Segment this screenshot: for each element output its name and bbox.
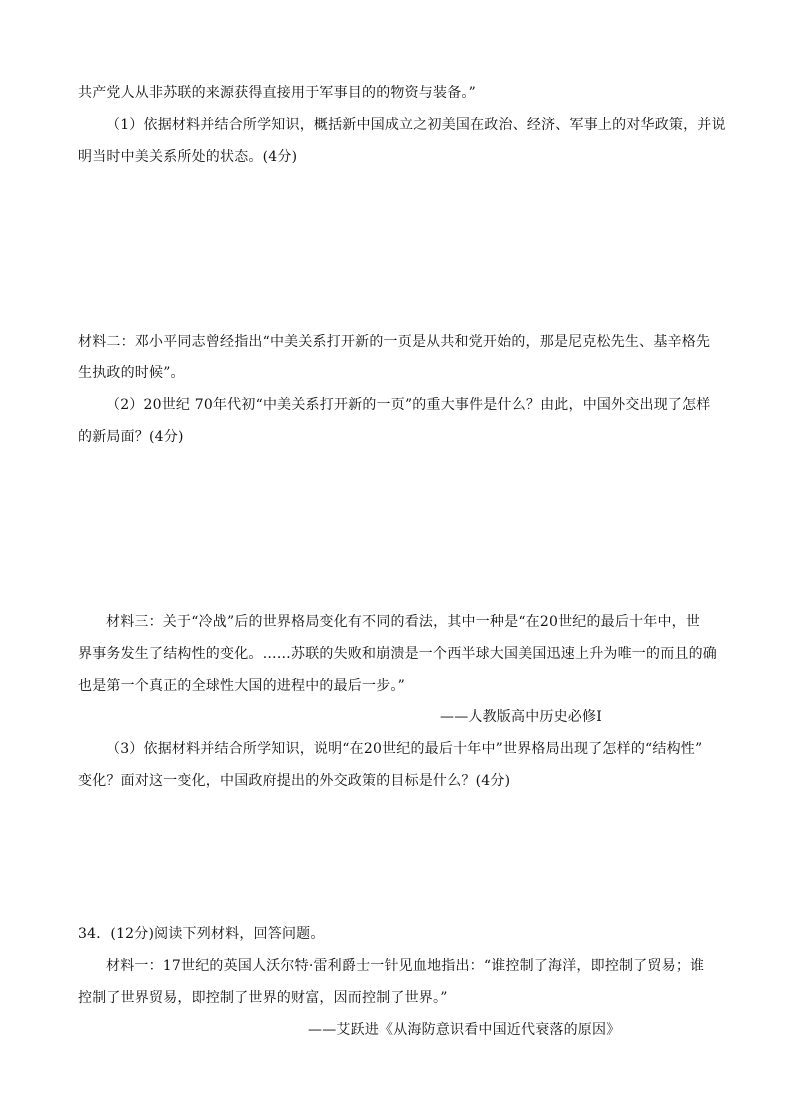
q34-material-1-source: ——艾跃进《从海防意识看中国近代衰落的原因》 xyxy=(308,1022,621,1038)
material-3-source: ——人教版高中历史必修Ⅰ xyxy=(440,709,602,725)
q34-material-1-line-2: 控制了世界贸易，即控制了世界的财富，因而控制了世界。” xyxy=(78,990,448,1006)
material-1-end-line: 共产党人从非苏联的来源获得直接用于军事目的的物资与装备。” xyxy=(78,85,476,101)
material-3-line-2: 界事务发生了结构性的变化。……苏联的失败和崩溃是一个西半球大国美国迅速上升为唯一的而且的确 xyxy=(78,646,717,662)
question-2-line-1: （2）20世纪 70年代初“中美关系打开新的一页”的重大事件是什么？由此，中国外交出现了怎样 xyxy=(106,397,711,413)
question-3-line-1: （3）依据材料并结合所学知识，说明“在20世纪的最后十年中”世界格局出现了怎样的“结构性” xyxy=(106,741,703,757)
material-3-line-3: 也是第一个真正的全球性大国的进程中的最后一步。” xyxy=(78,678,405,694)
material-3-line-1: 材料三：关于“冷战”后的世界格局变化有不同的看法，其中一种是“在20世纪的最后十年中，世 xyxy=(106,614,701,630)
question-2-line-2: 的新局面？(4分) xyxy=(78,429,184,445)
question-3-line-2: 变化？面对这一变化，中国政府提出的外交政策的目标是什么？(4分) xyxy=(78,773,511,789)
q34-material-1-line-1: 材料一：17世纪的英国人沃尔特·雷利爵士一针见血地指出：“谁控制了海洋，即控制了贸易；谁 xyxy=(106,958,705,974)
question-1-line-1: （1）依据材料并结合所学知识，概括新中国成立之初美国在政治、经济、军事上的对华政策，并说 xyxy=(106,117,726,133)
question-1-line-2: 明当时中美关系所处的状态。(4分) xyxy=(78,149,298,165)
question-34-header: 34．(12分)阅读下列材料，回答问题。 xyxy=(78,926,325,942)
material-2-line-1: 材料二：邓小平同志曾经指出“中美关系打开新的一页是从共和党开始的，那是尼克松先生、基辛格先 xyxy=(78,334,711,350)
material-2-line-2: 生执政的时候”。 xyxy=(78,365,185,381)
